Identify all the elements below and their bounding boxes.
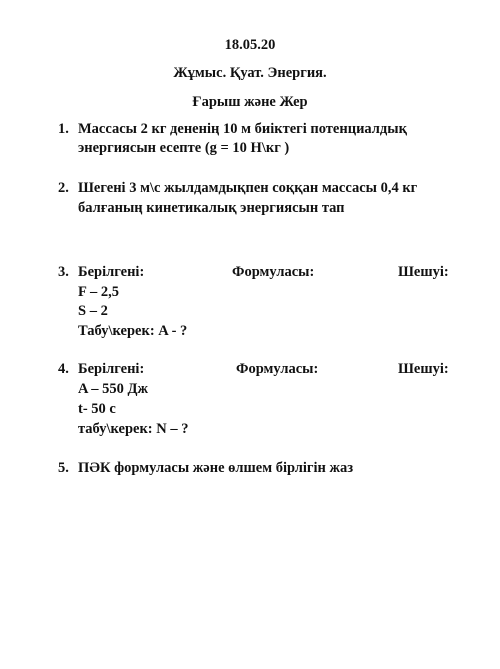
task-4-given-label: Берілгені:: [78, 361, 145, 377]
task-4-given-item: t- 50 с: [78, 401, 116, 417]
task-2-number: 2.: [58, 180, 69, 196]
task-4-formula-label: Формуласы:: [236, 361, 319, 377]
task-4-given-item: A – 550 Дж: [78, 381, 149, 397]
task-1-line-1: Массасы 2 кг дененің 10 м биіктегі потенциалдық: [78, 121, 407, 137]
task-3-given-item: Табу\керек: A - ?: [78, 323, 188, 339]
task-5-number: 5.: [58, 460, 69, 476]
task-4-number: 4.: [58, 361, 69, 377]
worksheet-title: Жұмыс. Қуат. Энергия.: [173, 65, 327, 81]
task-3-number: 3.: [58, 264, 69, 280]
task-1-line-2: энергиясын есепте (g = 10 Н\кг ): [78, 140, 290, 156]
task-2-line-1: Шегені 3 м\с жылдамдықпен соққан массасы 0,4 кг: [78, 180, 418, 196]
task-4-solution-label: Шешуі:: [398, 361, 449, 377]
task-3-given-item: S – 2: [78, 303, 108, 319]
date: 18.05.20: [224, 37, 276, 53]
task-5-line-1: ПӘК формуласы және өлшем бірлігін жаз: [78, 460, 354, 476]
task-3-formula-label: Формуласы:: [232, 264, 315, 280]
task-3-solution-label: Шешуі:: [398, 264, 449, 280]
task-1-number: 1.: [58, 121, 69, 137]
task-3-given-item: F – 2,5: [78, 284, 119, 300]
task-3-given-label: Берілгені:: [78, 264, 145, 280]
task-4-given-item: табу\керек: N – ?: [78, 421, 189, 437]
task-2-line-2: балғаның кинетикалық энергиясын тап: [78, 200, 345, 216]
worksheet-subtitle: Ғарыш және Жер: [192, 94, 308, 110]
